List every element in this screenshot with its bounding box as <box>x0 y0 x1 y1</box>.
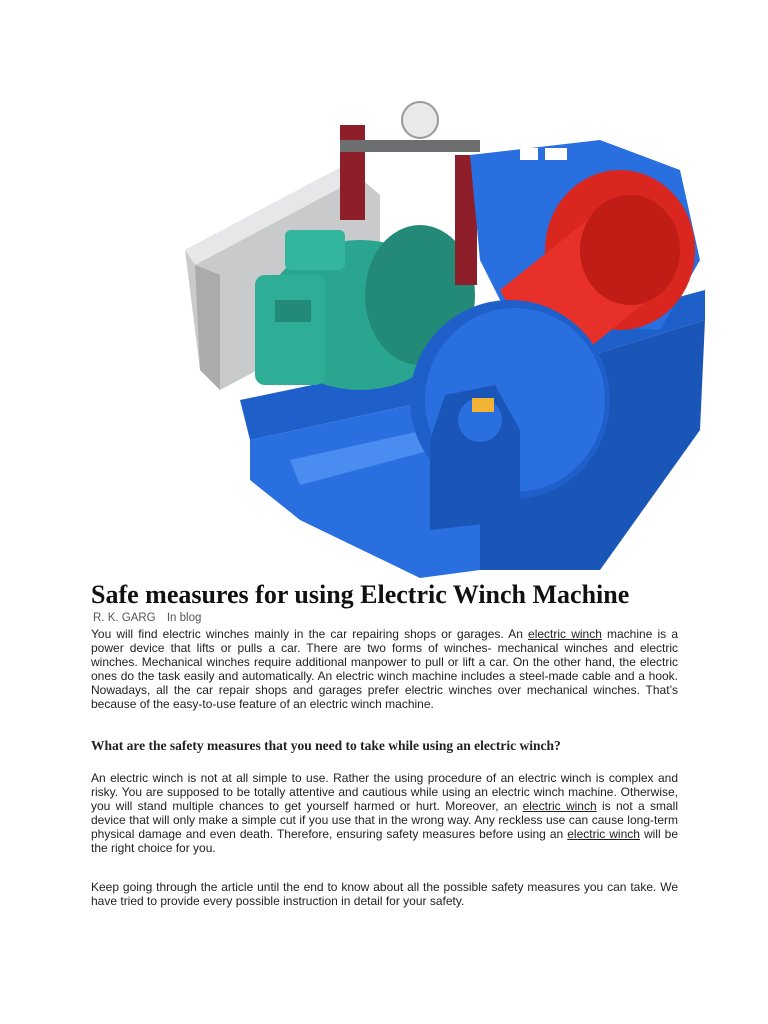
electric-winch-link[interactable]: electric winch <box>522 799 597 813</box>
intro-paragraph: You will find electric winches mainly in the car repairing shops or garages. An electric winch machine is a power device that lifts or pulls a car. There are two forms of winches- mechanical winches and electric winches. Mechanical winches require additional manpower to pull or lift a car. On the other hand, the electric ones do the task easily and automatically. An electric winch machine includes a steel-made cable and a hook. Nowadays, all the car repair shops and garages prefer electric winches over mechanical winches. That’s because of the easy-to-use feature of an electric winch machine. <box>91 627 678 711</box>
section-heading: What are the safety measures that you need to take while using an electric winch? <box>91 738 561 753</box>
winch-machine-image <box>180 100 715 578</box>
safety-paragraph: An electric winch is not at all simple to use. Rather the using procedure of an electric winch is complex and risky. You are supposed to be totally attentive and cautious while using an electric winch machine. Otherwise, you will stand multiple chances to get yourself harmed or hurt. Moreover, an electric winch is not a small device that will only make a simple cut if you use that in the wrong way. Any reckless use can cause long-term physical damage and even death. Therefore, ensuring safety measures before using an electric winch will be the right choice for you. <box>91 771 678 855</box>
electric-winch-link[interactable]: electric winch <box>528 627 602 641</box>
article-meta <box>93 612 209 624</box>
electric-winch-link[interactable]: electric winch <box>567 827 640 841</box>
category-label[interactable]: In blog <box>166 612 202 624</box>
article-title: Safe measures for using Electric Winch Machine <box>91 580 630 609</box>
author-name[interactable]: R. K. GARG <box>93 612 156 624</box>
closing-paragraph: Keep going through the article until the end to know about all the possible safety measures you can take. We have tried to provide every possible instruction in detail for your safety. <box>91 880 678 908</box>
